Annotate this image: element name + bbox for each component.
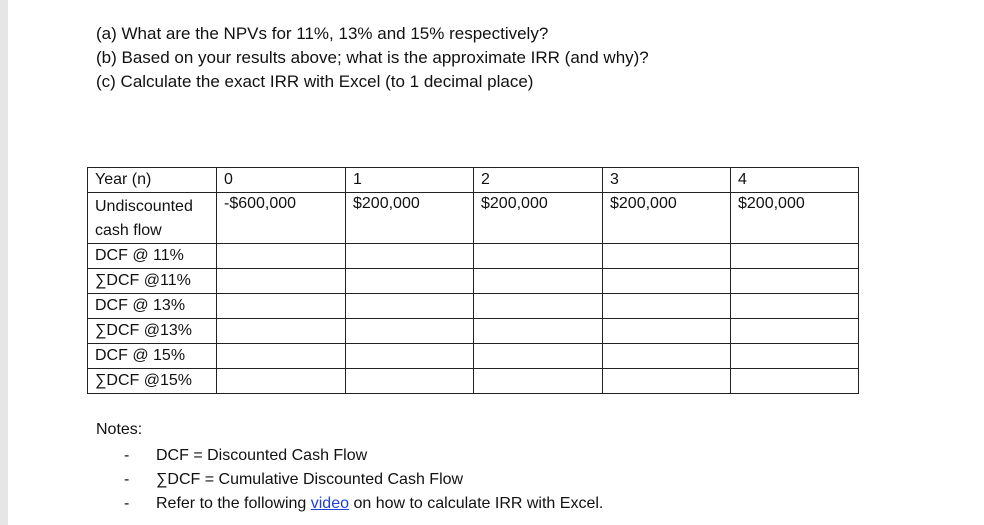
question-c: (c) Calculate the exact IRR with Excel (to 1 decimal place) [96,72,534,91]
note-text: ∑DCF = Cumulative Discounted Cash Flow [156,471,464,488]
table-cell [346,294,474,319]
header-year-3: 3 [603,168,731,193]
table-header-row [88,168,859,193]
header-year-4: 4 [731,168,859,193]
header-year-2: 2 [474,168,603,193]
table-cell [603,269,731,294]
table-cell [603,369,731,394]
cash-flow-row [88,193,859,244]
table-cell [474,319,603,344]
video-link[interactable]: video [310,495,349,512]
questions-block [96,22,649,94]
notes-title: Notes: [96,421,143,438]
table-cell [474,344,603,369]
table-row [88,269,859,294]
header-year: Year (n) [88,168,217,193]
row-label: DCF @ 11% [88,244,217,269]
table-row [88,319,859,344]
notes-list [124,444,603,516]
list-item [124,492,603,516]
dash-bullet: - [124,495,130,512]
table-cell [474,369,603,394]
row-label: ∑DCF @13% [88,319,217,344]
table-cell [217,344,346,369]
table-cell [474,244,603,269]
dash-bullet: - [124,471,130,488]
cash-flow-label: Undiscounted cash flow [88,193,217,244]
table-cell [474,294,603,319]
table-cell [346,344,474,369]
table-cell [346,269,474,294]
dcf-table [87,167,859,394]
note-text-prefix: Refer to the following [156,495,311,512]
cash-flow-year-4: $200,000 [731,193,859,244]
row-label: DCF @ 15% [88,344,217,369]
table-cell [217,294,346,319]
table-cell [731,244,859,269]
table-cell [603,294,731,319]
table-cell [217,319,346,344]
table-cell [603,344,731,369]
table-cell [217,269,346,294]
table-cell [731,294,859,319]
row-label: ∑DCF @11% [88,269,217,294]
table-cell [346,369,474,394]
table-row [88,294,859,319]
row-label: DCF @ 13% [88,294,217,319]
table-cell [731,269,859,294]
cash-flow-year-3: $200,000 [603,193,731,244]
table-row [88,369,859,394]
list-item [124,444,603,468]
table-cell [603,319,731,344]
table-cell [731,344,859,369]
row-label: ∑DCF @15% [88,369,217,394]
note-text-suffix: on how to calculate IRR with Excel. [349,495,604,512]
header-year-0: 0 [217,168,346,193]
list-item [124,468,603,492]
table-cell [731,369,859,394]
cash-flow-year-0: -$600,000 [217,193,346,244]
cash-flow-year-2: $200,000 [474,193,603,244]
table-cell [474,269,603,294]
table-cell [603,244,731,269]
table-row [88,344,859,369]
question-a: (a) What are the NPVs for 11%, 13% and 15% respectively? [96,24,549,43]
table-cell [217,369,346,394]
dash-bullet: - [124,447,130,464]
note-text: DCF = Discounted Cash Flow [156,447,368,464]
table-row [88,244,859,269]
cash-flow-year-1: $200,000 [346,193,474,244]
table-cell [731,319,859,344]
header-year-1: 1 [346,168,474,193]
left-margin-strip [0,0,8,525]
question-b: (b) Based on your results above; what is the approximate IRR (and why)? [96,48,649,67]
table-cell [346,319,474,344]
table-cell [346,244,474,269]
table-cell [217,244,346,269]
